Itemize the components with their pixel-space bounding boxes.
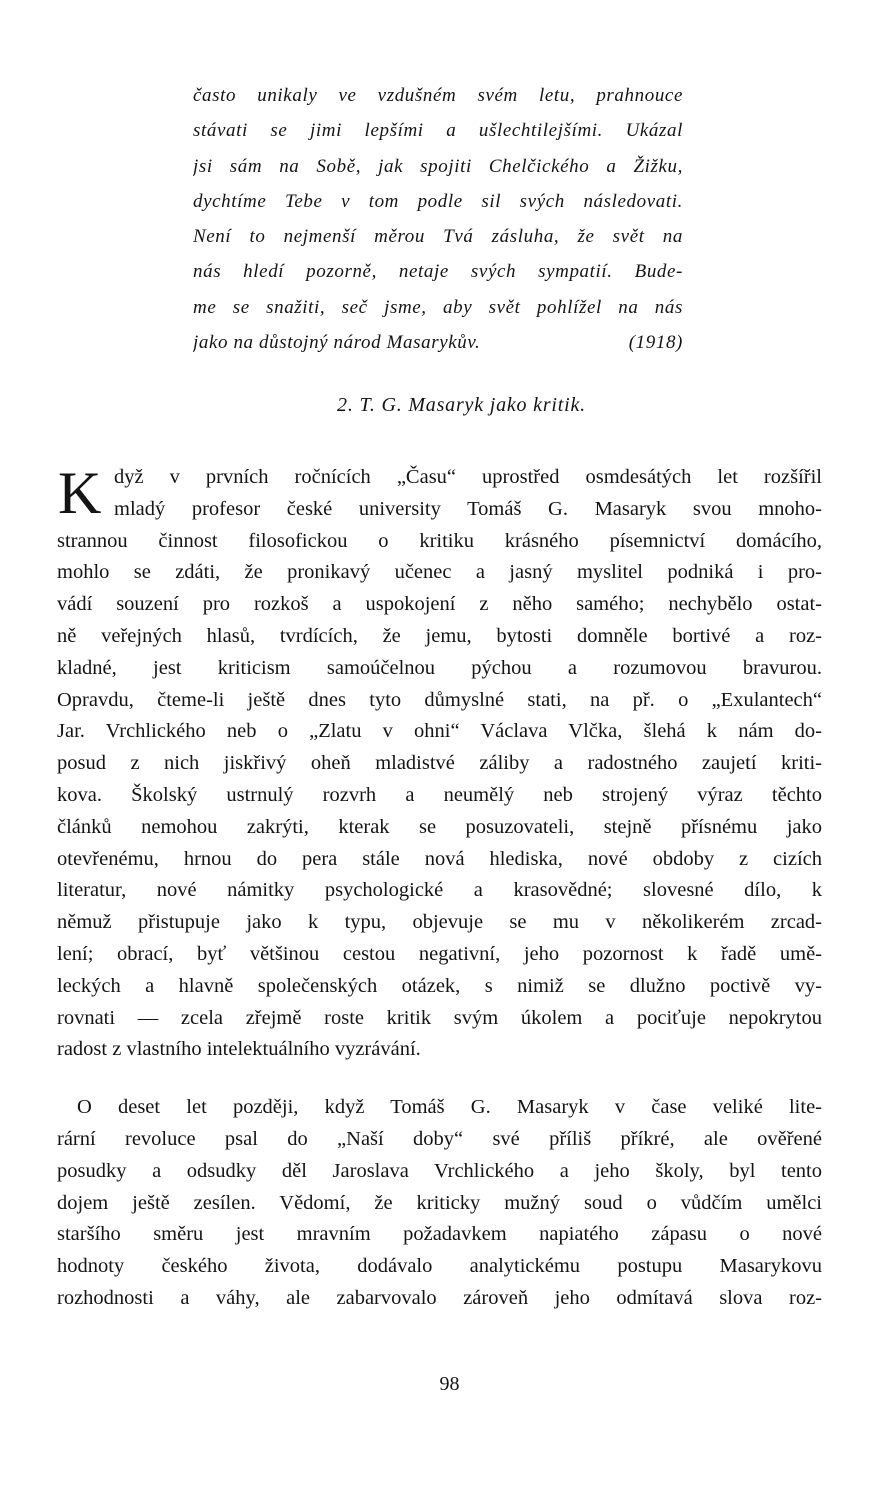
quote-line: Není to nejmenší měrou Tvá zásluha, že svět na	[193, 226, 683, 248]
quote-line: stávati se jimi lepšími a ušlechtilejšími. Ukázal	[193, 120, 683, 142]
paragraph-2	[57, 1092, 822, 1315]
text-line: strannou činnost filosofickou o kritiku krásného písemnictví domácího,	[57, 529, 822, 552]
section-heading: 2. T. G. Masaryk jako kritik.	[337, 394, 586, 416]
text-line: mohlo se zdáti, že pronikavý učenec a jasný myslitel podniká i pro-	[57, 561, 822, 584]
text-line: hodnoty českého života, dodávalo analytickému postupu Masarykovu	[57, 1255, 822, 1278]
text-line: němuž přistupuje jako k typu, objevuje se mu v několikerém zrcad-	[57, 911, 822, 934]
text-line: vádí souzení pro rozkoš a uspokojení z něho samého; nechybělo ostat-	[57, 593, 822, 616]
text-line: rozhodnosti a váhy, ale zabarvovalo zároveň jeho odmítavá slova roz-	[57, 1286, 822, 1309]
text-line: otevřenému, hrnou do pera stále nová hlediska, nové obdoby z cizích	[57, 847, 822, 870]
text-line: Jar. Vrchlického neb o „Zlatu v ohni“ Václava Vlčka, šlehá k nám do-	[57, 720, 822, 743]
drop-cap: K	[58, 460, 102, 526]
text-line: ně veřejných hlasů, tvrdících, že jemu, bytosti domněle bortivé a roz-	[57, 624, 822, 647]
text-line: staršího směru jest mravním požadavkem napiatého zápasu o nové	[57, 1223, 822, 1246]
body-text	[57, 462, 822, 1315]
text-line: mladý profesor české university Tomáš G. Masaryk svou mnoho-	[114, 497, 822, 520]
text-line: kova. Školský ustrnulý rozvrh a neumělý neb strojený výraz těchto	[57, 783, 822, 806]
quote-line: me se snažiti, seč jsme, aby svět pohlížel na nás	[193, 296, 683, 318]
text-line: leckých a hlavně společenských otázek, s nimiž se dlužno poctivě vy-	[57, 974, 822, 997]
text-line: kladné, jest kriticism samoúčelnou pýchou a rozumovou bravurou.	[57, 656, 822, 679]
text-line: radost z vlastního intelektuálního vyzrávání.	[57, 1038, 421, 1061]
quote-closing-text: jako na důstojný národ Masarykův.	[193, 332, 481, 354]
italic-quote-block	[193, 78, 683, 360]
quote-line: nás hledí pozorně, netaje svých sympatií. Bude-	[193, 261, 683, 283]
quote-line: jsi sám na Sobě, jak spojiti Chelčického a Žižku,	[193, 155, 683, 177]
text-line: O deset let později, když Tomáš G. Masaryk v čase veliké lite-	[77, 1096, 822, 1119]
quote-year: (1918)	[628, 332, 683, 354]
text-line: rární revoluce psal do „Naší doby“ své příliš příkré, ale ověřené	[57, 1127, 822, 1150]
paragraph-1	[57, 462, 822, 1066]
text-line: rovnati — zcela zřejmě roste kritik svým úkolem a pociťuje nepokrytou	[57, 1006, 822, 1029]
text-line: posudky a odsudky děl Jaroslava Vrchlického a jeho školy, byl tento	[57, 1159, 822, 1182]
text-line: dojem ještě zesílen. Vědomí, že kriticky mužný soud o vůdčím umělci	[57, 1191, 822, 1214]
quote-last-line	[193, 325, 683, 360]
text-line: lení; obrací, byť většinou cestou negativní, jeho pozornost k řadě umě-	[57, 942, 822, 965]
page-number: 98	[439, 1373, 460, 1395]
text-line: posud z nich jiskřivý oheň mladistvé záliby a radostného zaujetí kriti-	[57, 752, 822, 775]
quote-line: dychtíme Tebe v tom podle sil svých následovati.	[193, 190, 683, 212]
text-line: Opravdu, čteme-li ještě dnes tyto důmyslné stati, na př. o „Exulantech“	[57, 688, 822, 711]
text-line: dyž v prvních ročnících „Času“ uprostřed osmdesátých let rozšířil	[114, 466, 822, 488]
quote-line: často unikaly ve vzdušném svém letu, prahnouce	[193, 85, 683, 106]
text-line: článků nemohou zakrýti, kterak se posuzovateli, stejně přísnému jako	[57, 815, 822, 838]
text-line: literatur, nové námitky psychologické a krasovědné; slovesné dílo, k	[57, 879, 822, 902]
